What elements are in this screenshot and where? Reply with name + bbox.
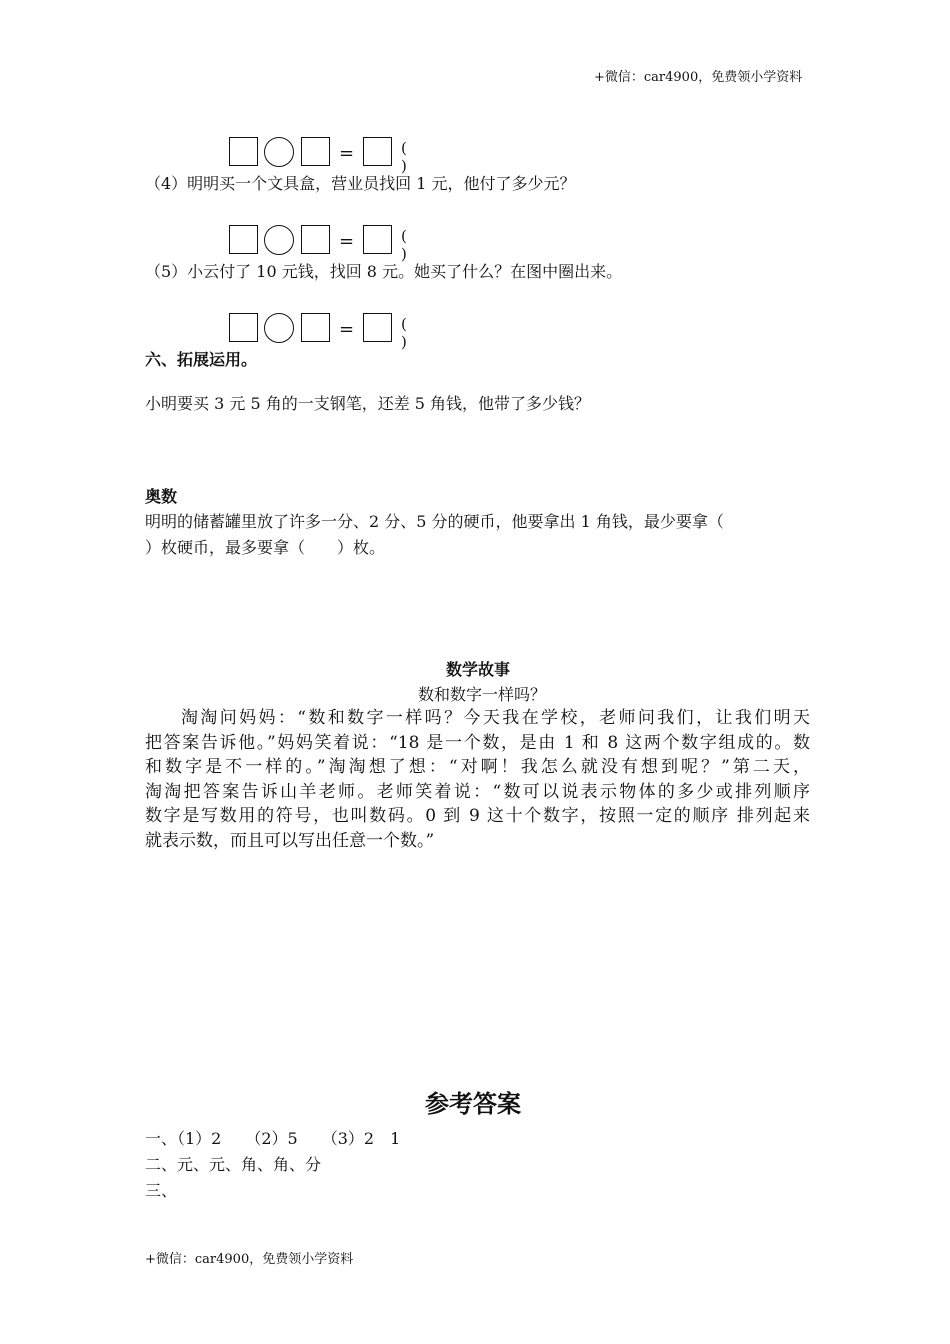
equals-sign: = [339, 143, 355, 164]
question-5: （5）小云付了 10 元钱，找回 8 元。她买了什么？在图中圈出来。 [145, 262, 623, 281]
story-line: 把答案告诉他。”妈妈笑着说：“18 是一个数，是由 1 和 8 这两个数字组成的。数 [145, 732, 810, 753]
story-line: 和数字是不一样的。”淘淘想了想：“对啊！我怎么就没有想到呢？”第二天， [145, 757, 810, 777]
answers-line-1: 一、（1）2 （2）5 （3）2 1 [145, 1129, 401, 1148]
result-box[interactable] [363, 225, 392, 254]
equals-sign: = [339, 319, 355, 340]
unit-blank: ( ) [401, 315, 407, 351]
operator-circle[interactable] [264, 137, 294, 167]
story-subtitle: 数和数字一样吗？ [418, 685, 547, 704]
olympiad-title: 奥数 [145, 487, 178, 506]
answer-box[interactable] [301, 137, 330, 166]
unit-blank: ( ) [401, 227, 407, 263]
section-6-question: 小明要买 3 元 5 角的一支钢笔，还差 5 角钱，他带了多少钱？ [145, 394, 591, 413]
answer-box[interactable] [229, 313, 258, 342]
answer-box[interactable] [229, 137, 258, 166]
question-4: （4）明明买一个文具盒，营业员找回 1 元，他付了多少元？ [145, 174, 576, 193]
story-line: 数字是写数用的符号，也叫数码。0 到 9 这十个数字，按照一定的顺序 排列起来 [145, 806, 810, 826]
olympiad-line-2: ）枚硬币，最多要拿（ ）枚。 [145, 538, 386, 557]
story-line: 淘淘问妈妈：“数和数字一样吗？今天我在学校，老师问我们，让我们明天 [181, 708, 810, 728]
footer-watermark: +微信：car4900，免费领小学资料 [145, 1252, 354, 1267]
answer-box[interactable] [301, 313, 330, 342]
story-body [145, 706, 810, 853]
unit-blank: ( ) [401, 139, 407, 175]
olympiad-line-1: 明明的储蓄罐里放了许多一分、2 分、5 分的硬币，他要拿出 1 角钱，最少要拿（ [145, 512, 724, 531]
result-box[interactable] [363, 313, 392, 342]
section-6-title: 六、拓展运用。 [145, 350, 258, 369]
story-title: 数学故事 [446, 660, 511, 679]
operator-circle[interactable] [264, 225, 294, 255]
answers-line-3: 三、 [145, 1181, 178, 1200]
story-line: 就表示数，而且可以写出任意一个数。” [145, 830, 435, 851]
answers-line-2: 二、元、元、角、角、分 [145, 1155, 322, 1174]
answer-box[interactable] [301, 225, 330, 254]
operator-circle[interactable] [264, 313, 294, 343]
equals-sign: = [339, 231, 355, 252]
answers-title: 参考答案 [425, 1089, 521, 1118]
header-watermark: +微信：car4900，免费领小学资料 [594, 70, 803, 85]
answer-box[interactable] [229, 225, 258, 254]
story-line: 淘淘把答案告诉山羊老师。老师笑着说：“数可以说表示物体的多少或排列顺序 [145, 781, 810, 802]
result-box[interactable] [363, 137, 392, 166]
